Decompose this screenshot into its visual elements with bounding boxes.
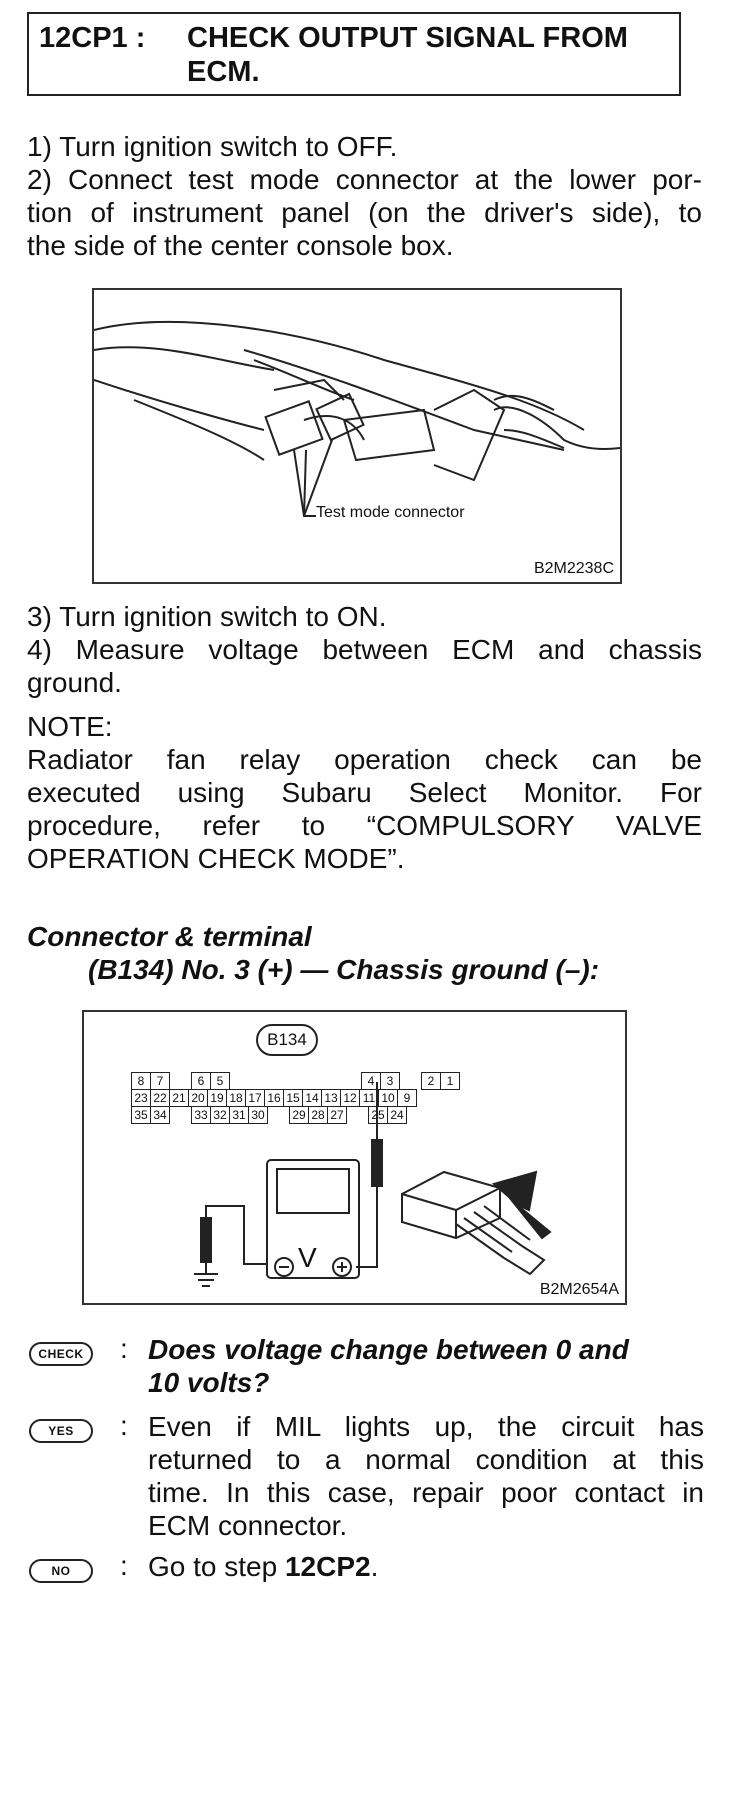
pin-cell: 33	[191, 1106, 211, 1124]
pin-cell: 5	[210, 1072, 230, 1090]
figure-id: B2M2654A	[539, 1281, 619, 1298]
note-line-4: OPERATION CHECK MODE”.	[27, 843, 405, 874]
pin-cell: 29	[289, 1106, 309, 1124]
pin-cell: 35	[131, 1106, 151, 1124]
pin-cell: 7	[150, 1072, 170, 1090]
check-question-line-2: 10 volts?	[148, 1367, 270, 1398]
next-step-link[interactable]: 12CP2	[284, 1551, 371, 1582]
pin-cell: 12	[340, 1089, 360, 1107]
pin-cell: 23	[131, 1089, 151, 1107]
figure-test-mode-connector	[92, 288, 622, 584]
no-badge: NO	[29, 1559, 93, 1583]
pin-cell: 19	[207, 1089, 227, 1107]
step-3: 3) Turn ignition switch to ON.	[27, 601, 387, 632]
pin-cell: 8	[131, 1072, 151, 1090]
pin-cell: 3	[380, 1072, 400, 1090]
yes-answer-line-4: ECM connector.	[148, 1510, 348, 1541]
pin-cell: 32	[210, 1106, 230, 1124]
check-badge: CHECK	[29, 1342, 93, 1366]
figure-connector-diagram	[82, 1010, 627, 1305]
pin-cell: 28	[308, 1106, 328, 1124]
pin-cell: 24	[387, 1106, 407, 1124]
step-2-line-1: 2) Connect test mode connector at the lower por-	[27, 164, 702, 195]
pin-cell: 15	[283, 1089, 303, 1107]
figure-id: B2M2238C	[533, 560, 614, 577]
check-question-line-1: Does voltage change between 0 and	[148, 1334, 629, 1365]
yes-answer-line-1: Even if MIL lights up, the circuit has	[148, 1411, 704, 1442]
pin-cell: 16	[264, 1089, 284, 1107]
pin-cell: 6	[191, 1072, 211, 1090]
pin-cell: 17	[245, 1089, 265, 1107]
pin-cell: 18	[226, 1089, 246, 1107]
pin-cell: 4	[361, 1072, 381, 1090]
step-1: 1) Turn ignition switch to OFF.	[27, 131, 398, 162]
note-label: NOTE:	[27, 711, 113, 742]
pin-cell: 2	[421, 1072, 441, 1090]
step-4-line-2: ground.	[27, 667, 122, 698]
pin-cell: 9	[397, 1089, 417, 1107]
step-4-line-1: 4) Measure voltage between ECM and chassis	[27, 634, 702, 665]
pin-cell: 13	[321, 1089, 341, 1107]
step-2-line-3: the side of the center console box.	[27, 230, 454, 261]
meter-wiring	[84, 1012, 625, 1303]
connector-label: B134	[256, 1024, 318, 1056]
pin-cell: 25	[368, 1106, 388, 1124]
note-line-2: executed using Subaru Select Monitor. For	[27, 777, 702, 808]
pin-cell: 1	[440, 1072, 460, 1090]
pin-cell: 34	[150, 1106, 170, 1124]
pin-cell: 21	[169, 1089, 189, 1107]
pin-cell: 27	[327, 1106, 347, 1124]
yes-badge: YES	[29, 1419, 93, 1443]
pin-cell: 14	[302, 1089, 322, 1107]
pin-cell: 30	[248, 1106, 268, 1124]
step-title: CHECK OUTPUT SIGNAL FROM ECM.	[187, 22, 628, 88]
voltmeter-symbol: V	[298, 1242, 317, 1273]
pin-cell: 31	[229, 1106, 249, 1124]
step-header	[27, 12, 681, 96]
step-code: 12CP1 :	[39, 22, 146, 54]
pin-cell: 10	[378, 1089, 398, 1107]
pin-cell: 11	[359, 1089, 379, 1107]
connector-subheading: (B134) No. 3 (+) — Chassis ground (–):	[88, 954, 600, 985]
no-answer: Go to step 12CP2.	[148, 1551, 379, 1582]
yes-answer-line-2: returned to a normal condition at this	[148, 1444, 704, 1475]
pin-cell: 22	[150, 1089, 170, 1107]
note-line-1: Radiator fan relay operation check can be	[27, 744, 702, 775]
step-2-line-2: tion of instrument panel (on the driver's side), to	[27, 197, 702, 228]
note-line-3: procedure, refer to “COMPULSORY VALVE	[27, 810, 702, 841]
dashboard-illustration	[94, 290, 620, 582]
yes-answer-line-3: time. In this case, repair poor contact in	[148, 1477, 704, 1508]
pin-cell: 20	[188, 1089, 208, 1107]
callout-test-mode-connector: Test mode connector	[316, 504, 465, 521]
connector-heading: Connector & terminal	[27, 921, 312, 952]
